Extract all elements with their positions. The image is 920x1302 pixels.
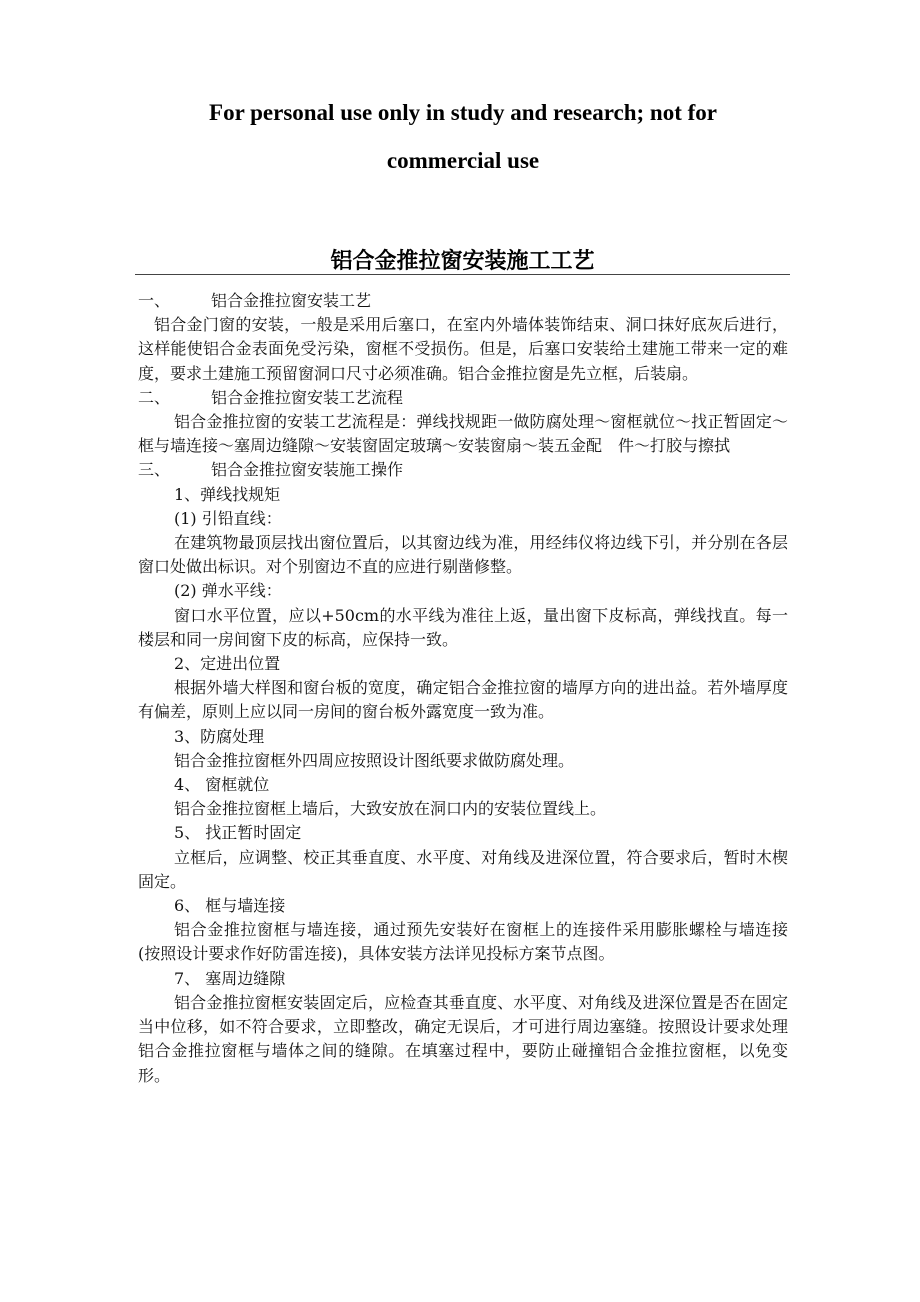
section-title: 铝合金推拉窗安装工艺流程 bbox=[211, 387, 404, 407]
step-7-heading: 7、 塞周边缝隙 bbox=[174, 968, 286, 988]
section-2-heading bbox=[138, 386, 788, 410]
section-2-paragraph: 铝合金推拉窗的安装工艺流程是：弹线找规距一做防腐处理～窗框就位～找正暂固定～框与墙连接～塞周边缝隙～安装窗固定玻璃～安装窗扇～装五金配 件～打胶与擦拭 bbox=[138, 412, 788, 456]
step-4-heading: 4、 窗框就位 bbox=[174, 775, 270, 795]
step-1-1-heading: (1) 引铅直线： bbox=[174, 508, 282, 528]
section-1-heading bbox=[138, 289, 788, 313]
section-title: 铝合金推拉窗安装施工操作 bbox=[211, 460, 404, 480]
step-2-text: 根据外墙大样图和窗台板的宽度，确定铝合金推拉窗的墙厚方向的进出益。若外墙厚度有偏差，原则上应以同一房间的窗台板外露宽度一致为准。 bbox=[138, 678, 788, 722]
step-6-heading: 6、 框与墙连接 bbox=[174, 896, 286, 916]
step-1-2-heading: (2) 弹水平线： bbox=[174, 581, 282, 601]
title-underline bbox=[135, 274, 790, 275]
step-5-heading: 5、 找正暂时固定 bbox=[174, 823, 302, 843]
disclaimer-line-2: commercial use bbox=[386, 148, 540, 173]
disclaimer-line-1: For personal use only in study and research; not for bbox=[209, 100, 717, 125]
step-1-heading: 1、弹线找规矩 bbox=[174, 484, 281, 504]
step-5-text: 立框后，应调整、校正其垂直度、水平度、对角线及进深位置，符合要求后，暂时木楔固定。 bbox=[138, 847, 788, 891]
step-3-text: 铝合金推拉窗框外四周应按照设计图纸要求做防腐处理。 bbox=[174, 750, 575, 770]
step-1-2-text: 窗口水平位置，应以+50cm的水平线为准往上返，量出窗下皮标高，弹线找直。每一楼层和同一房间窗下皮的标高，应保持一致。 bbox=[138, 605, 788, 649]
section-title: 铝合金推拉窗安装工艺 bbox=[211, 291, 372, 310]
section-number: 一、 bbox=[138, 291, 171, 310]
section-number: 三、 bbox=[138, 460, 171, 480]
step-2-heading: 2、定进出位置 bbox=[174, 654, 281, 674]
step-1-1-text: 在建筑物最顶层找出窗位置后，以其窗边线为准，用经纬仪将边线下引，并分别在各层窗口处做出标识。对个别窗边不直的应进行剔凿修整。 bbox=[138, 533, 788, 577]
section-3-heading bbox=[138, 458, 788, 482]
section-1-paragraph: 铝合金门窗的安装，一般是采用后塞口，在室内外墙体装饰结束、洞口抹好底灰后进行，这样能使铝合金表面免受污染，窗框不受损伤。但是，后塞口安装给土建施工带来一定的难度，要求土建施工预留窗洞口尺寸必须准确。铝合金推拉窗是先立框，后装扇。 bbox=[138, 315, 788, 383]
step-3-heading: 3、防腐处理 bbox=[174, 726, 265, 746]
step-6-text: 铝合金推拉窗框与墙连接，通过预先安装好在窗框上的连接件采用膨胀螺栓与墙连接(按照设计要求作好防雷连接)，具体安装方法详见投标方案节点图。 bbox=[138, 920, 788, 964]
step-7-text: 铝合金推拉窗框安装固定后，应检查其垂直度、水平度、对角线及进深位置是否在固定当中位移，如不符合要求，立即整改，确定无误后，才可进行周边塞缝。按照设计要求处理铝合金推拉窗框与墙体之间的缝隙。在填塞过程中，要防止碰撞铝合金推拉窗框，以免变形。 bbox=[138, 992, 788, 1085]
section-number: 二、 bbox=[138, 387, 171, 407]
step-4-text: 铝合金推拉窗框上墙后，大致安放在洞口内的安装位置线上。 bbox=[174, 799, 607, 819]
document-body bbox=[138, 289, 788, 1088]
document-title: 铝合金推拉窗安装施工工艺 bbox=[330, 249, 595, 274]
